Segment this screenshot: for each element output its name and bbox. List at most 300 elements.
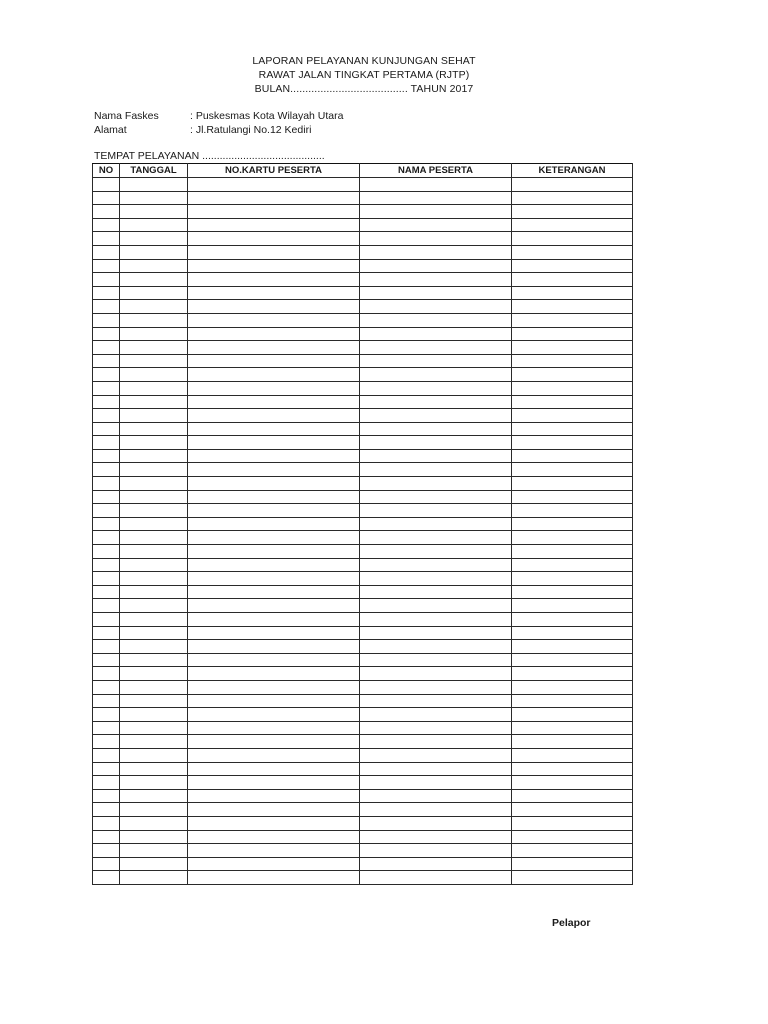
table-cell	[512, 694, 633, 708]
table-cell	[120, 422, 188, 436]
table-cell	[120, 286, 188, 300]
table-row	[93, 844, 633, 858]
table-cell	[512, 640, 633, 654]
table-cell	[120, 395, 188, 409]
table-cell	[188, 232, 360, 246]
table-cell	[512, 803, 633, 817]
table-cell	[512, 762, 633, 776]
table-cell	[93, 191, 120, 205]
table-cell	[360, 300, 512, 314]
table-cell	[512, 613, 633, 627]
table-cell	[360, 694, 512, 708]
table-cell	[120, 232, 188, 246]
table-row	[93, 585, 633, 599]
table-cell	[360, 341, 512, 355]
table-cell	[120, 517, 188, 531]
table-cell	[512, 368, 633, 382]
table-cell	[188, 572, 360, 586]
table-cell	[120, 572, 188, 586]
table-row	[93, 422, 633, 436]
table-row	[93, 531, 633, 545]
table-cell	[512, 191, 633, 205]
table-cell	[512, 844, 633, 858]
table-cell	[93, 436, 120, 450]
table-row	[93, 341, 633, 355]
table-cell	[512, 313, 633, 327]
table-row	[93, 395, 633, 409]
table-cell	[360, 449, 512, 463]
table-row	[93, 694, 633, 708]
table-cell	[93, 395, 120, 409]
table-row	[93, 191, 633, 205]
table-cell	[188, 748, 360, 762]
table-row	[93, 857, 633, 871]
table-row	[93, 653, 633, 667]
table-cell	[512, 721, 633, 735]
table-cell	[360, 816, 512, 830]
table-row	[93, 517, 633, 531]
table-cell	[188, 395, 360, 409]
table-cell	[188, 205, 360, 219]
table-row	[93, 721, 633, 735]
table-cell	[512, 585, 633, 599]
table-cell	[512, 232, 633, 246]
table-cell	[93, 354, 120, 368]
table-cell	[188, 558, 360, 572]
table-row	[93, 640, 633, 654]
table-cell	[93, 449, 120, 463]
visit-report-table	[92, 163, 633, 885]
table-cell	[188, 422, 360, 436]
table-cell	[120, 599, 188, 613]
table-cell	[120, 245, 188, 259]
table-cell	[93, 789, 120, 803]
table-cell	[188, 259, 360, 273]
table-cell	[360, 653, 512, 667]
table-cell	[360, 422, 512, 436]
table-cell	[93, 381, 120, 395]
table-cell	[360, 558, 512, 572]
table-cell	[188, 721, 360, 735]
table-cell	[93, 490, 120, 504]
table-cell	[120, 653, 188, 667]
table-row	[93, 789, 633, 803]
table-cell	[512, 708, 633, 722]
table-cell	[188, 545, 360, 559]
table-row	[93, 680, 633, 694]
table-cell	[512, 735, 633, 749]
table-cell	[120, 381, 188, 395]
table-row	[93, 477, 633, 491]
table-cell	[120, 789, 188, 803]
table-cell	[512, 327, 633, 341]
table-cell	[93, 721, 120, 735]
table-cell	[188, 871, 360, 885]
table-cell	[512, 218, 633, 232]
table-row	[93, 327, 633, 341]
table-cell	[93, 816, 120, 830]
table-cell	[188, 667, 360, 681]
table-row	[93, 449, 633, 463]
table-cell	[512, 381, 633, 395]
table-cell	[93, 572, 120, 586]
table-cell	[93, 857, 120, 871]
table-row	[93, 816, 633, 830]
table-cell	[120, 368, 188, 382]
table-cell	[360, 517, 512, 531]
table-cell	[512, 477, 633, 491]
table-cell	[188, 803, 360, 817]
table-cell	[360, 721, 512, 735]
table-cell	[120, 313, 188, 327]
report-title-line-1: LAPORAN PELAYANAN KUNJUNGAN SEHAT	[252, 55, 476, 67]
table-cell	[512, 245, 633, 259]
table-cell	[360, 599, 512, 613]
table-cell	[360, 191, 512, 205]
table-cell	[120, 259, 188, 273]
table-cell	[188, 626, 360, 640]
table-cell	[93, 517, 120, 531]
table-cell	[93, 735, 120, 749]
table-cell	[120, 626, 188, 640]
table-cell	[360, 844, 512, 858]
table-cell	[188, 436, 360, 450]
table-cell	[360, 572, 512, 586]
table-row	[93, 667, 633, 681]
table-cell	[512, 816, 633, 830]
table-cell	[512, 830, 633, 844]
table-cell	[360, 871, 512, 885]
nama-faskes-value: : Puskesmas Kota Wilayah Utara	[190, 110, 344, 122]
table-row	[93, 368, 633, 382]
table-cell	[120, 341, 188, 355]
table-cell	[120, 735, 188, 749]
table-cell	[360, 178, 512, 192]
table-row	[93, 178, 633, 192]
table-cell	[512, 422, 633, 436]
table-cell	[120, 490, 188, 504]
table-cell	[120, 803, 188, 817]
alamat-value: : Jl.Ratulangi No.12 Kediri	[190, 124, 312, 136]
table-cell	[360, 857, 512, 871]
report-title-line-2: RAWAT JALAN TINGKAT PERTAMA (RJTP)	[258, 69, 470, 81]
table-cell	[512, 436, 633, 450]
table-cell	[512, 449, 633, 463]
table-cell	[93, 477, 120, 491]
table-cell	[93, 409, 120, 423]
table-cell	[188, 191, 360, 205]
table-cell	[512, 409, 633, 423]
tempat-pelayanan-line: TEMPAT PELAYANAN ..........................................	[94, 150, 325, 162]
table-row	[93, 463, 633, 477]
table-cell	[188, 368, 360, 382]
table-cell	[120, 300, 188, 314]
table-cell	[360, 436, 512, 450]
table-row	[93, 245, 633, 259]
table-cell	[360, 273, 512, 287]
table-row	[93, 409, 633, 423]
table-cell	[360, 789, 512, 803]
table-row	[93, 232, 633, 246]
table-cell	[93, 504, 120, 518]
table-cell	[120, 436, 188, 450]
table-cell	[120, 748, 188, 762]
table-cell	[360, 776, 512, 790]
table-cell	[188, 735, 360, 749]
table-cell	[188, 599, 360, 613]
table-cell	[188, 286, 360, 300]
table-cell	[120, 477, 188, 491]
table-cell	[360, 667, 512, 681]
table-cell	[360, 803, 512, 817]
table-cell	[360, 463, 512, 477]
table-cell	[120, 762, 188, 776]
table-cell	[93, 422, 120, 436]
table-cell	[120, 640, 188, 654]
table-cell	[512, 490, 633, 504]
table-row	[93, 762, 633, 776]
table-cell	[93, 205, 120, 219]
table-cell	[188, 381, 360, 395]
table-cell	[512, 667, 633, 681]
column-header-nama-peserta: NAMA PESERTA	[360, 164, 512, 178]
table-row	[93, 205, 633, 219]
table-cell	[120, 776, 188, 790]
table-row	[93, 803, 633, 817]
table-cell	[360, 735, 512, 749]
table-cell	[93, 653, 120, 667]
table-cell	[188, 409, 360, 423]
table-cell	[512, 273, 633, 287]
table-header-row	[93, 164, 633, 178]
table-cell	[93, 748, 120, 762]
table-cell	[120, 409, 188, 423]
table-cell	[188, 789, 360, 803]
table-cell	[93, 178, 120, 192]
table-cell	[93, 776, 120, 790]
table-row	[93, 871, 633, 885]
table-cell	[93, 218, 120, 232]
table-cell	[360, 286, 512, 300]
table-cell	[512, 178, 633, 192]
table-cell	[93, 626, 120, 640]
table-cell	[120, 191, 188, 205]
nama-faskes-label: Nama Faskes	[94, 110, 159, 122]
table-cell	[512, 341, 633, 355]
table-cell	[360, 245, 512, 259]
table-row	[93, 300, 633, 314]
table-cell	[120, 178, 188, 192]
column-header-no-kartu-peserta: NO.KARTU PESERTA	[188, 164, 360, 178]
table-cell	[512, 857, 633, 871]
table-cell	[188, 218, 360, 232]
table-cell	[93, 245, 120, 259]
table-cell	[188, 531, 360, 545]
table-cell	[360, 354, 512, 368]
table-cell	[360, 368, 512, 382]
table-cell	[360, 585, 512, 599]
table-cell	[512, 545, 633, 559]
table-cell	[360, 259, 512, 273]
table-cell	[188, 354, 360, 368]
table-cell	[120, 545, 188, 559]
table-cell	[512, 572, 633, 586]
table-cell	[93, 680, 120, 694]
table-cell	[93, 830, 120, 844]
table-cell	[188, 273, 360, 287]
column-header-keterangan: KETERANGAN	[512, 164, 633, 178]
table-cell	[120, 816, 188, 830]
table-cell	[93, 762, 120, 776]
table-cell	[93, 599, 120, 613]
table-cell	[188, 613, 360, 627]
table-cell	[93, 531, 120, 545]
table-cell	[188, 776, 360, 790]
table-cell	[360, 626, 512, 640]
table-cell	[120, 830, 188, 844]
table-cell	[360, 680, 512, 694]
table-cell	[360, 545, 512, 559]
table-cell	[120, 871, 188, 885]
table-cell	[512, 653, 633, 667]
table-cell	[188, 844, 360, 858]
table-cell	[188, 449, 360, 463]
table-cell	[360, 409, 512, 423]
table-cell	[360, 381, 512, 395]
table-cell	[93, 613, 120, 627]
table-row	[93, 545, 633, 559]
table-cell	[120, 721, 188, 735]
table-row	[93, 626, 633, 640]
table-cell	[360, 395, 512, 409]
table-cell	[360, 490, 512, 504]
table-cell	[93, 585, 120, 599]
table-row	[93, 490, 633, 504]
table-cell	[188, 816, 360, 830]
table-cell	[120, 463, 188, 477]
table-cell	[512, 558, 633, 572]
table-row	[93, 572, 633, 586]
table-cell	[120, 218, 188, 232]
table-cell	[512, 504, 633, 518]
table-cell	[188, 680, 360, 694]
table-cell	[360, 232, 512, 246]
table-row	[93, 313, 633, 327]
table-cell	[120, 531, 188, 545]
table-cell	[188, 653, 360, 667]
table-cell	[120, 680, 188, 694]
column-header-no: NO	[93, 164, 120, 178]
table-cell	[360, 830, 512, 844]
table-cell	[93, 667, 120, 681]
table-cell	[188, 300, 360, 314]
table-cell	[188, 341, 360, 355]
table-cell	[360, 313, 512, 327]
table-cell	[512, 531, 633, 545]
table-cell	[512, 871, 633, 885]
table-cell	[512, 776, 633, 790]
table-cell	[360, 218, 512, 232]
table-cell	[360, 613, 512, 627]
table-cell	[120, 708, 188, 722]
table-cell	[512, 205, 633, 219]
table-cell	[93, 803, 120, 817]
table-cell	[120, 613, 188, 627]
table-cell	[120, 354, 188, 368]
table-cell	[360, 477, 512, 491]
table-row	[93, 708, 633, 722]
table-cell	[512, 517, 633, 531]
table-cell	[93, 545, 120, 559]
table-cell	[93, 327, 120, 341]
table-cell	[512, 463, 633, 477]
table-row	[93, 735, 633, 749]
report-period-line: BULAN....................................... TAHUN 2017	[254, 83, 474, 95]
table-cell	[93, 300, 120, 314]
table-cell	[93, 313, 120, 327]
table-cell	[93, 286, 120, 300]
pelapor-label: Pelapor	[552, 917, 591, 929]
table-cell	[188, 504, 360, 518]
column-header-tanggal: TANGGAL	[120, 164, 188, 178]
table-row	[93, 381, 633, 395]
table-cell	[93, 368, 120, 382]
table-cell	[120, 558, 188, 572]
table-body	[93, 178, 633, 885]
table-cell	[512, 286, 633, 300]
table-cell	[120, 585, 188, 599]
table-cell	[360, 640, 512, 654]
table-cell	[188, 490, 360, 504]
table-cell	[512, 599, 633, 613]
table-cell	[360, 708, 512, 722]
table-cell	[93, 640, 120, 654]
table-row	[93, 748, 633, 762]
table-cell	[188, 762, 360, 776]
table-cell	[120, 327, 188, 341]
table-cell	[93, 708, 120, 722]
table-cell	[93, 558, 120, 572]
table-cell	[120, 449, 188, 463]
table-cell	[512, 354, 633, 368]
table-cell	[120, 857, 188, 871]
table-cell	[188, 708, 360, 722]
table-cell	[360, 531, 512, 545]
table-cell	[360, 762, 512, 776]
table-cell	[188, 830, 360, 844]
table-cell	[188, 517, 360, 531]
table-row	[93, 436, 633, 450]
table-cell	[188, 327, 360, 341]
table-row	[93, 273, 633, 287]
table-row	[93, 218, 633, 232]
table-cell	[512, 395, 633, 409]
table-cell	[512, 789, 633, 803]
table-cell	[120, 504, 188, 518]
table-row	[93, 286, 633, 300]
table-cell	[188, 857, 360, 871]
table-cell	[93, 463, 120, 477]
table-cell	[360, 748, 512, 762]
table-cell	[188, 245, 360, 259]
table-cell	[93, 844, 120, 858]
table-row	[93, 776, 633, 790]
table-cell	[188, 694, 360, 708]
table-cell	[120, 667, 188, 681]
table-cell	[360, 327, 512, 341]
table-cell	[93, 694, 120, 708]
table-row	[93, 259, 633, 273]
